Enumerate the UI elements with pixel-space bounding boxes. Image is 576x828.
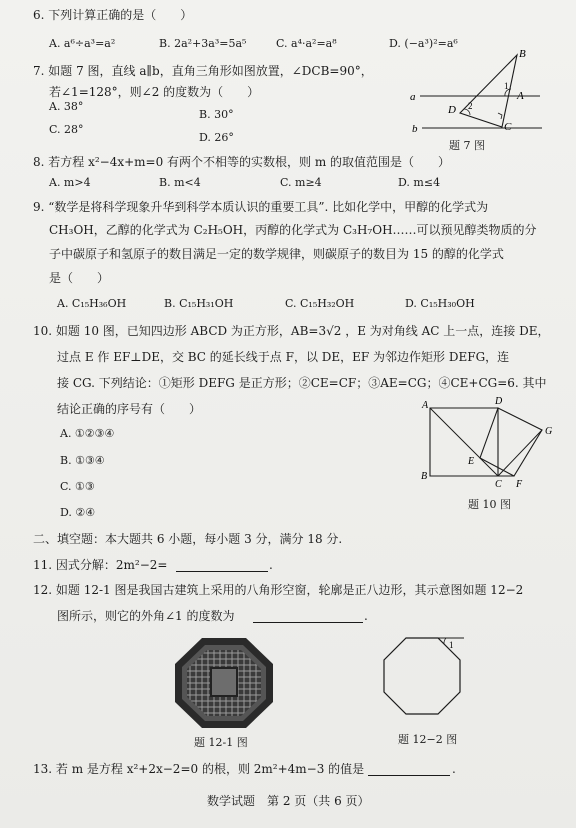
q9-line2: CH₃OH，乙醇的化学式为 C₂H₅OH，丙醇的化学式为 C₃H₇OH……可以预见醇类物质的分 (49, 223, 537, 237)
q13-answer-blank (368, 775, 450, 776)
q7-line2: 若∠1=128°，则∠2 的度数为（ ） (49, 85, 260, 99)
q9-option-d: D. C₁₅H₃₀OH (405, 297, 475, 310)
q9-option-a: A. C₁₅H₃₆OH (57, 297, 127, 310)
label-E: E (468, 456, 475, 467)
q13-stem: 13. 若 m 是方程 x²+2x−2=0 的根，则 2m²+4m−3 的值是 (33, 762, 365, 776)
label-B: B (421, 471, 428, 482)
q6-option-c: C. a⁴·a²=a⁸ (276, 37, 337, 50)
q9-option-c: C. C₁₅H₃₂OH (285, 297, 355, 310)
q11-end: . (269, 558, 273, 572)
q10-option-d: D. ②④ (60, 506, 96, 519)
q10-line1: 10. 如题 10 图，已知四边形 ABCD 为正方形，AB=3√2 ，E 为对角线 AC 上一点，连接 DE， (33, 324, 550, 338)
q8-option-c: C. m≥4 (280, 176, 322, 189)
label-D: D (448, 104, 456, 116)
q7-option-d: D. 26° (199, 131, 234, 144)
label-G: G (545, 426, 553, 437)
label-a: a (410, 91, 416, 103)
q12-2-caption: 题 12−2 图 (398, 733, 458, 746)
q8-option-b: B. m<4 (159, 176, 201, 189)
q9-line3: 子中碳原子和氢原子的数目满足一定的数学规律，则碳原子的数目为 15 的醇的化学式 (49, 247, 504, 261)
label-angle-2: 2 (468, 101, 473, 111)
label-D: D (495, 396, 503, 407)
q6-option-d: D. (−a³)²=a⁶ (389, 37, 458, 50)
q12-end: . (364, 609, 368, 623)
q7-option-b: B. 30° (199, 108, 234, 121)
q12-answer-blank (253, 622, 363, 623)
right-triangle (460, 55, 517, 127)
q12-1-caption: 题 12-1 图 (194, 736, 248, 749)
q9-line4: 是（ ） (49, 271, 110, 285)
label-C: C (504, 121, 512, 133)
q8-option-a: A. m>4 (49, 176, 91, 189)
q10-figure-caption: 题 10 图 (468, 498, 511, 511)
octagonal-window-image (175, 638, 273, 728)
q12-line1: 12. 如题 12-1 图是我国古建筑上采用的八角形空窗，轮廓是正八边形，其示意图如题 12−2 (33, 583, 524, 597)
q6-option-b: B. 2a²+3a³=5a⁵ (159, 37, 247, 50)
q7-figure (408, 45, 548, 140)
q10-line3: 接 CG. 下列结论：①矩形 DEFG 是正方形；②CE=CF；③AE=CG；④CE+CG=6. 其中 (57, 376, 547, 390)
label-B: B (519, 48, 526, 60)
q12-line2: 图所示，则它的外角∠1 的度数为 (57, 609, 235, 623)
q7-line1: 7. 如题 7 图，直线 a∥b，直角三角形如图放置，∠DCB=90°， (33, 64, 373, 78)
rectangle-defg (480, 408, 542, 476)
label-F: F (516, 479, 523, 490)
q6-option-a: A. a⁶÷a³=a² (49, 37, 116, 50)
q9-option-b: B. C₁₅H₃₁OH (164, 297, 234, 310)
q11-stem: 11. 因式分解：2m²−2= (33, 558, 168, 572)
label-A: A (422, 400, 429, 411)
q8-stem: 8. 若方程 x²−4x+m=0 有两个不相等的实数根，则 m 的取值范围是（ ） (33, 155, 451, 169)
label-C: C (495, 479, 502, 490)
q8-option-d: D. m≤4 (398, 176, 441, 189)
q9-line1: 9. “数学是将科学现象升华到科学本质认识的重要工具”. 比如化学中，甲醇的化学式为 (33, 200, 489, 214)
q10-option-a: A. ①②③④ (60, 427, 115, 440)
q7-option-c: C. 28° (49, 123, 84, 136)
q10-option-c: C. ①③ (60, 480, 95, 493)
section2-heading: 二、填空题：本大题共 6 小题，每小题 3 分，满分 18 分. (33, 532, 343, 546)
q6-stem: 6. 下列计算正确的是（ ） (33, 8, 193, 22)
diagonal-ac (430, 408, 498, 476)
label-A: A (517, 90, 524, 102)
q10-line4: 结论正确的序号有（ ） (57, 402, 202, 416)
label-angle-1: 1 (449, 640, 454, 650)
q7-option-a: A. 38° (49, 100, 84, 113)
q10-figure (418, 396, 566, 488)
label-angle-1: 1 (504, 81, 509, 91)
q10-option-b: B. ①③④ (60, 454, 105, 467)
q13-end: . (452, 762, 456, 776)
right-angle-mark (498, 113, 502, 119)
segment-cg (498, 430, 542, 476)
label-b: b (412, 123, 418, 135)
q10-line2: 过点 E 作 EF⊥DE，交 BC 的延长线于点 F，以 DE，EF 为邻边作矩形 DEFG，连 (57, 350, 510, 364)
page-footer: 数学试题 第 2 页（共 6 页） (207, 794, 370, 808)
exterior-angle-arc (444, 638, 446, 644)
window-center-panel (211, 668, 237, 696)
q7-figure-caption: 题 7 图 (449, 139, 485, 152)
q11-answer-blank (176, 571, 268, 572)
regular-octagon-figure (380, 630, 470, 722)
